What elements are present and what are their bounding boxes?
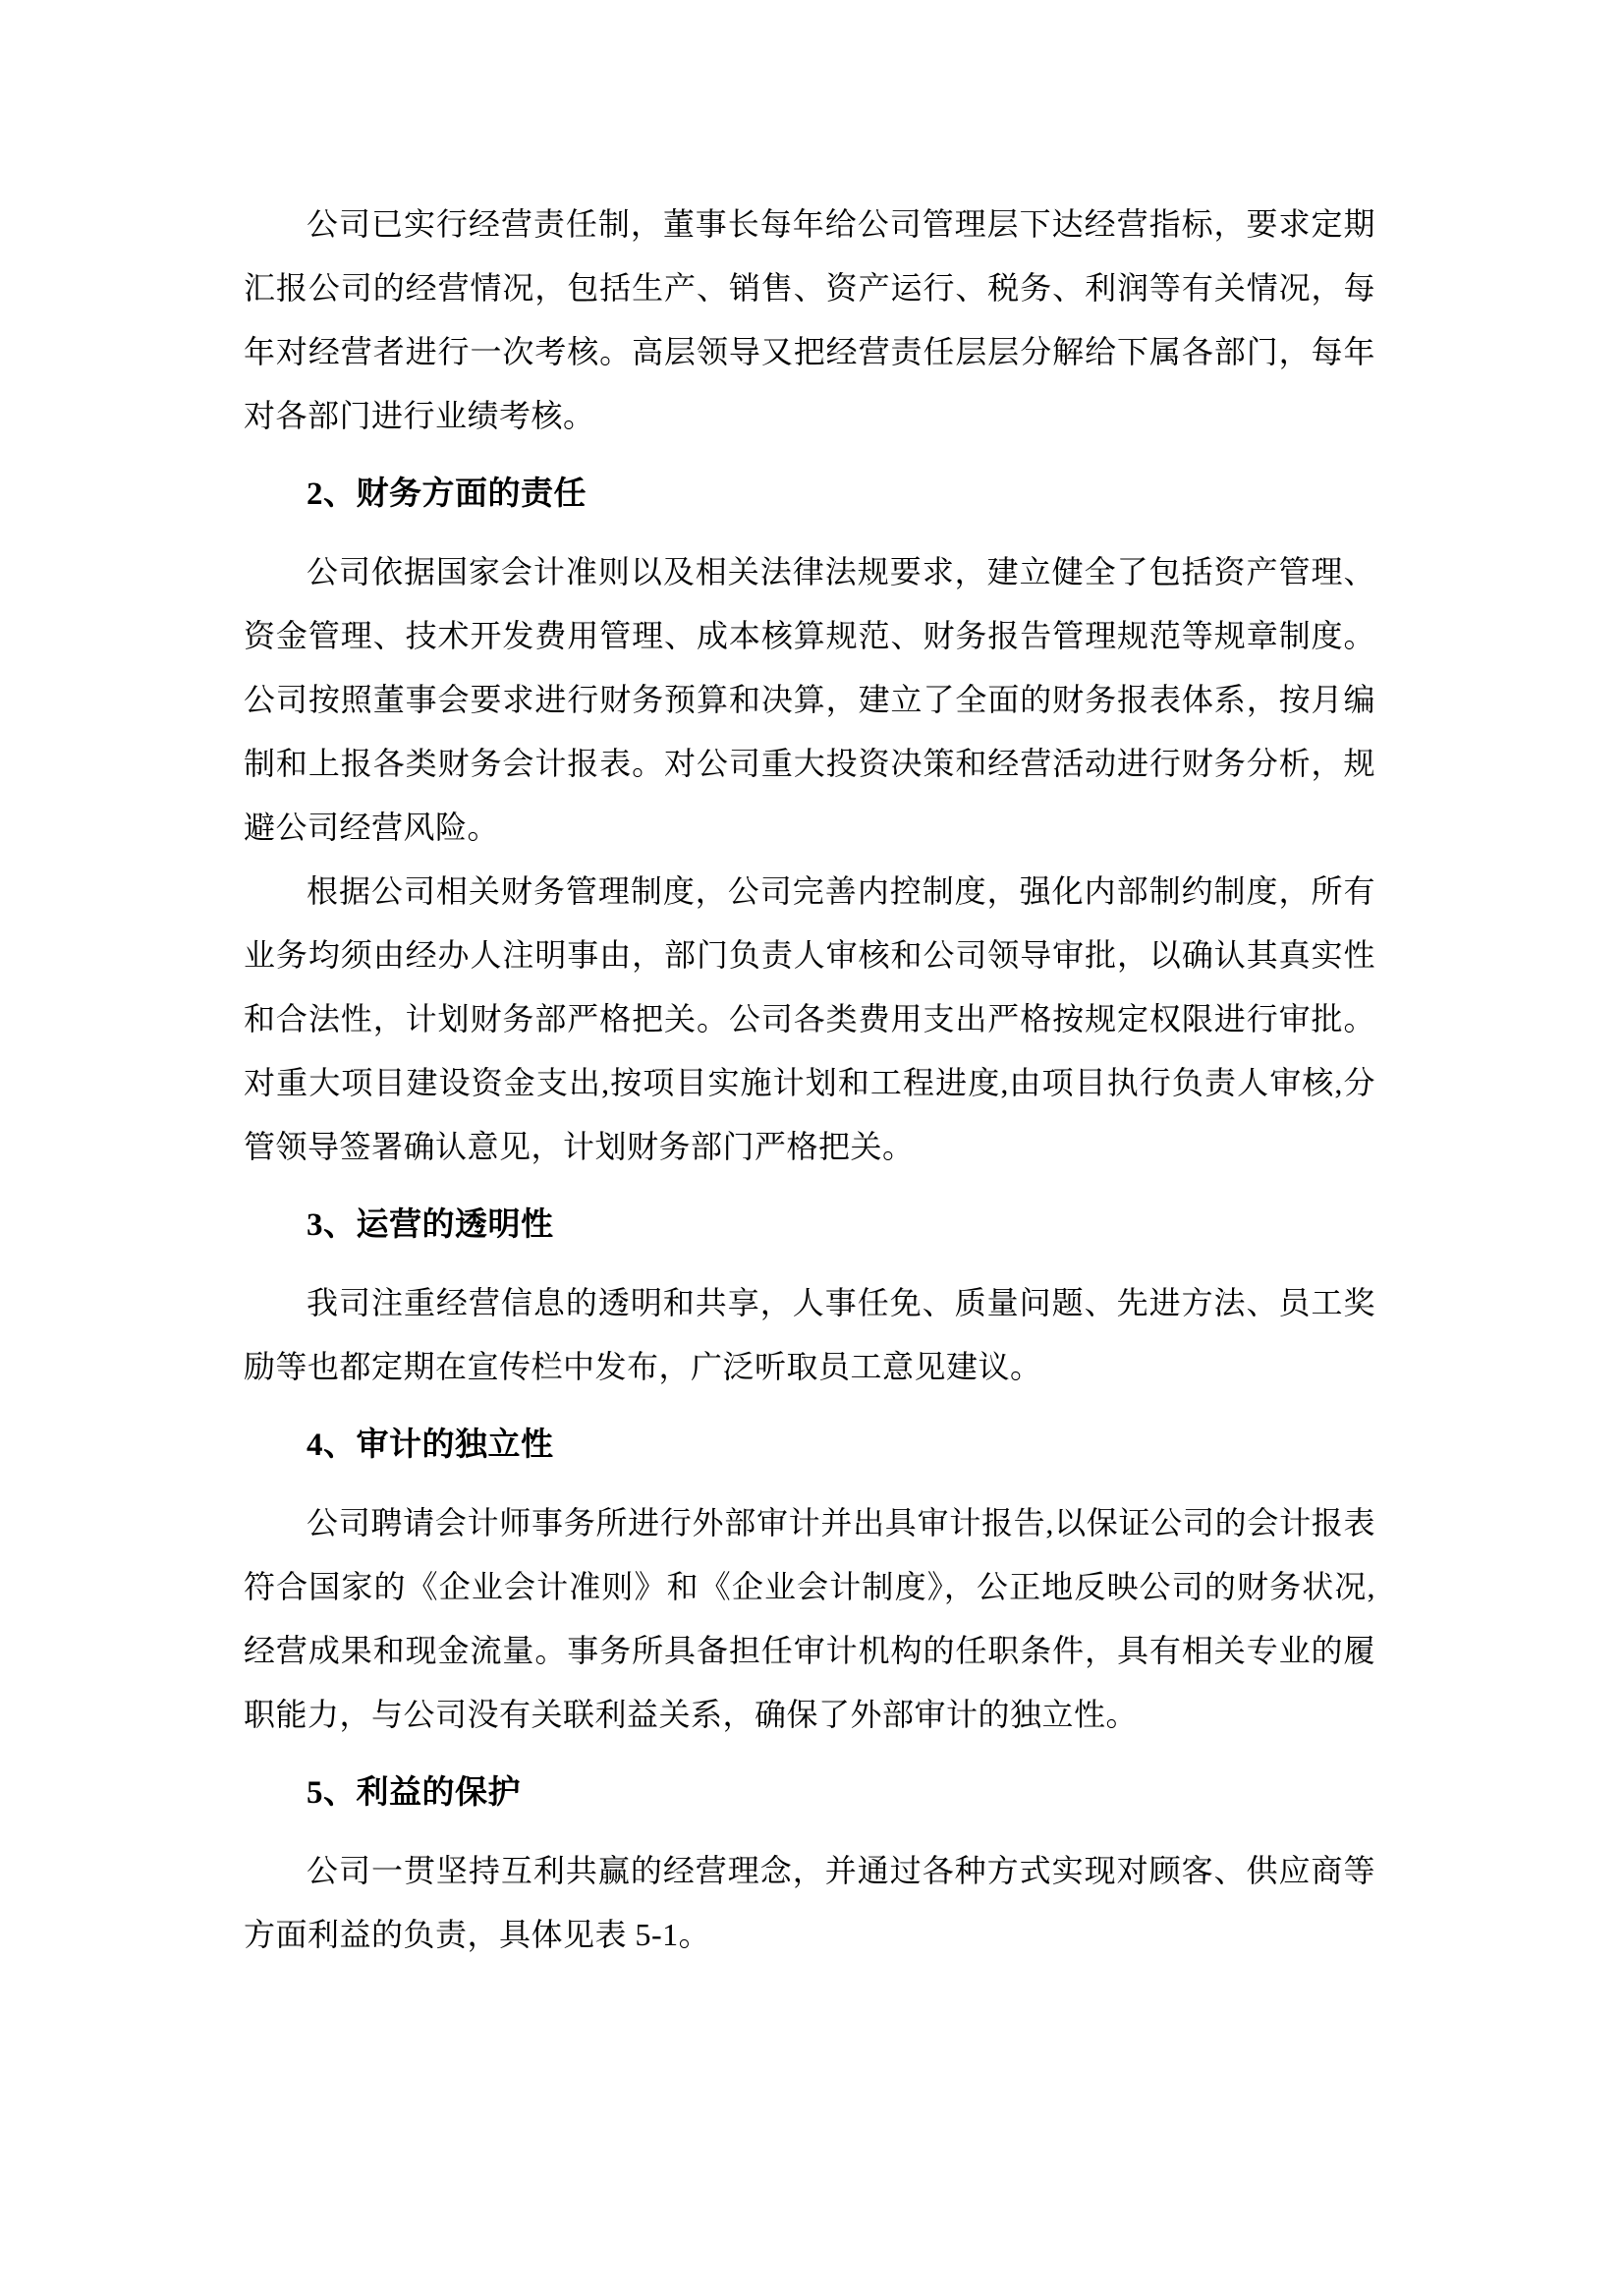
- paragraph-external-audit: 公司聘请会计师事务所进行外部审计并出具审计报告,以保证公司的会计报表符合国家的《企业会计准则》和《企业会计制度》，公正地反映公司的财务状况,经营成果和现金流量。事务所具备担任审计机构的任职条件，具有相关专业的履职能力，与公司没有关联利益关系，确保了外部审计的独立性。: [244, 1505, 1375, 1732]
- section-heading-operation-transparency: 3、运营的透明性: [307, 1207, 554, 1243]
- paragraph-win-win-philosophy: 公司一贯坚持互利共赢的经营理念，并通过各种方式实现对顾客、供应商等方面利益的负责，具体见表 5-1。: [244, 1853, 1375, 1952]
- paragraph-operating-responsibility: 公司已实行经营责任制，董事长每年给公司管理层下达经营指标，要求定期汇报公司的经营情况，包括生产、销售、资产运行、税务、利润等有关情况，每年对经营者进行一次考核。高层领导又把经营责任层层分解给下属各部门，每年对各部门进行业绩考核。: [244, 206, 1375, 433]
- section-heading-audit-independence: 4、审计的独立性: [307, 1428, 554, 1463]
- section-heading-finance-responsibility: 2、财务方面的责任: [307, 476, 587, 512]
- section-heading-interest-protection: 5、利益的保护: [307, 1775, 521, 1811]
- paragraph-finance-systems: 公司依据国家会计准则以及相关法律法规要求，建立健全了包括资产管理、资金管理、技术开发费用管理、成本核算规范、财务报告管理规范等规章制度。公司按照董事会要求进行财务预算和决算，建立了全面的财务报表体系，按月编制和上报各类财务会计报表。对公司重大投资决策和经营活动进行财务分析，规避公司经营风险。: [244, 554, 1375, 845]
- paragraph-information-sharing: 我司注重经营信息的透明和共享，人事任免、质量问题、先进方法、员工奖励等也都定期在宣传栏中发布，广泛听取员工意见建议。: [244, 1285, 1375, 1384]
- paragraph-internal-control: 根据公司相关财务管理制度，公司完善内控制度，强化内部制约制度，所有业务均须由经办人注明事由，部门负责人审核和公司领导审批，以确认其真实性和合法性，计划财务部严格把关。公司各类费用支出严格按规定权限进行审批。对重大项目建设资金支出,按项目实施计划和工程进度,由项目执行负责人审核,分管领导签署确认意见，计划财务部门严格把关。: [244, 873, 1375, 1164]
